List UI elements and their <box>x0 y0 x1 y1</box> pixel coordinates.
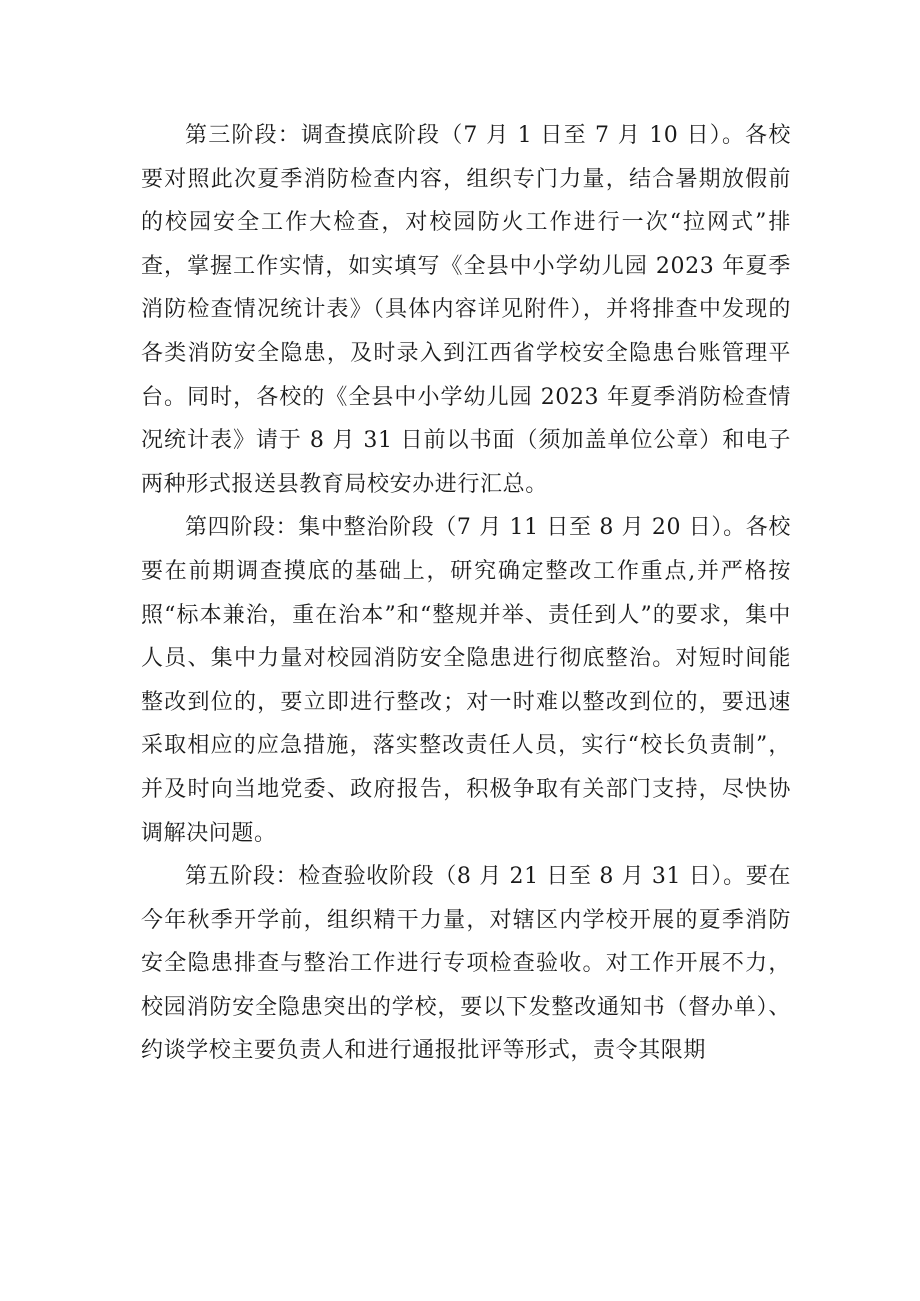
document-body <box>141 114 791 1073</box>
paragraph-stage-five: 第五阶段：检查验收阶段（8 月 21 日至 8 月 31 日）。要在今年秋季开学前，组织精干力量，对辖区内学校开展的夏季消防安全隐患排查与整治工作进行专项检查验收。对工作开展不力，校园消防安全隐患突出的学校，要以下发整改通知书（督办单）、约谈学校主要负责人和进行通报批评等形式，责令其限期 <box>141 864 791 1064</box>
paragraph-stage-four: 第四阶段：集中整治阶段（7 月 11 日至 8 月 20 日）。各校要在前期调查摸底的基础上，研究确定整改工作重点,并严格按照“标本兼治，重在治本”和“整规并举、责任到人”的要求，集中人员、集中力量对校园消防安全隐患进行彻底整治。对短时间能整改到位的，要立即进行整改；对一时难以整改到位的，要迅速采取相应的应急措施，落实整改责任人员，实行“校长负责制”，并及时向当地党委、政府报告，积极争取有关部门支持，尽快协调解决问题。 <box>141 515 791 846</box>
paragraph-stage-three: 第三阶段：调查摸底阶段（7 月 1 日至 7 月 10 日）。各校要对照此次夏季消防检查内容，组织专门力量，结合暑期放假前的校园安全工作大检查，对校园防火工作进行一次“拉网式”排查，掌握工作实情，如实填写《全县中小学幼儿园 2023 年夏季消防检查情况统计表》（具体内容详见附件），并将排查中发现的各类消防安全隐患，及时录入到江西省学校安全隐患台账管理平台。同时，各校的《全县中小学幼儿园 2023 年夏季消防检查情况统计表》请于 8 月 31 日前以书面（须加盖单位公章）和电子两种形式报送县教育局校安办进行汇总。 <box>141 123 791 497</box>
